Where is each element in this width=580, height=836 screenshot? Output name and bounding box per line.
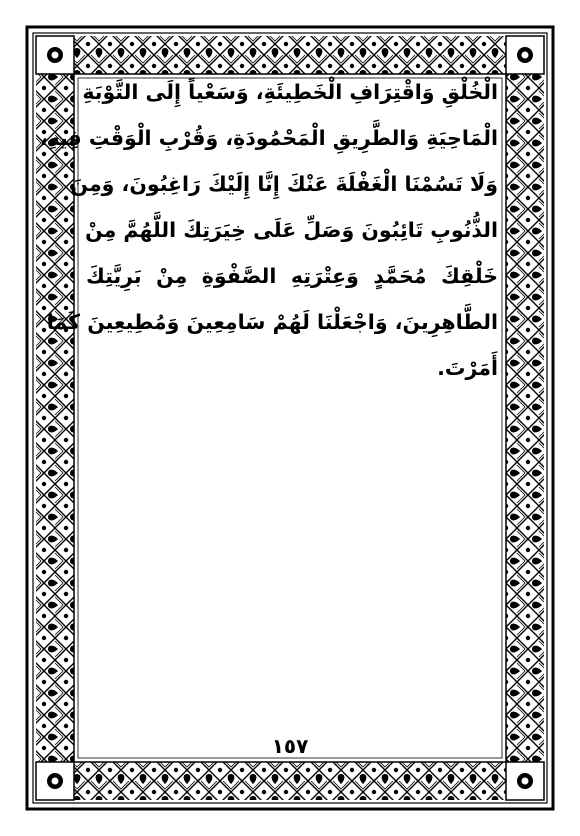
page-number: ١٥٧ — [271, 734, 309, 758]
text-line: الْخُلْقِ وَاقْتِرَافِ الْخَطِيئَةِ، وَسَعْياً إِلَى التَّوْبَةِ — [82, 80, 498, 104]
text-line: وَلَا تَسُمْنَا الْغَفْلَةَ عَنْكَ إِنَّا إِلَيْكَ رَاغِبُونَ، وَمِنَ — [70, 172, 498, 196]
text-line: أَمَرْتَ. — [437, 356, 498, 380]
text-line: خَلْقِكَ مُحَمَّدٍ وَعِتْرَتِهِ الصَّفْوَةِ مِنْ بَرِيَّتِكَ — [86, 264, 498, 288]
prayer-text — [39, 78, 498, 418]
text-line: الْمَاحِيَةِ وَالطَّرِيقِ الْمَحْمُودَةِ، وَقُرْبِ الْوَقْتِ فِيهِ، — [39, 126, 498, 150]
text-line: الطَّاهِرِينَ، وَاجْعَلْنَا لَهُمْ سَامِعِينَ وَمُطِيعِينَ كَمَا — [46, 310, 498, 334]
text-line: الذُّنُوبِ تَائِبُونَ وَصَلِّ عَلَى خِيَرَتِكَ اللَّهُمَّ مِنْ — [85, 218, 498, 242]
